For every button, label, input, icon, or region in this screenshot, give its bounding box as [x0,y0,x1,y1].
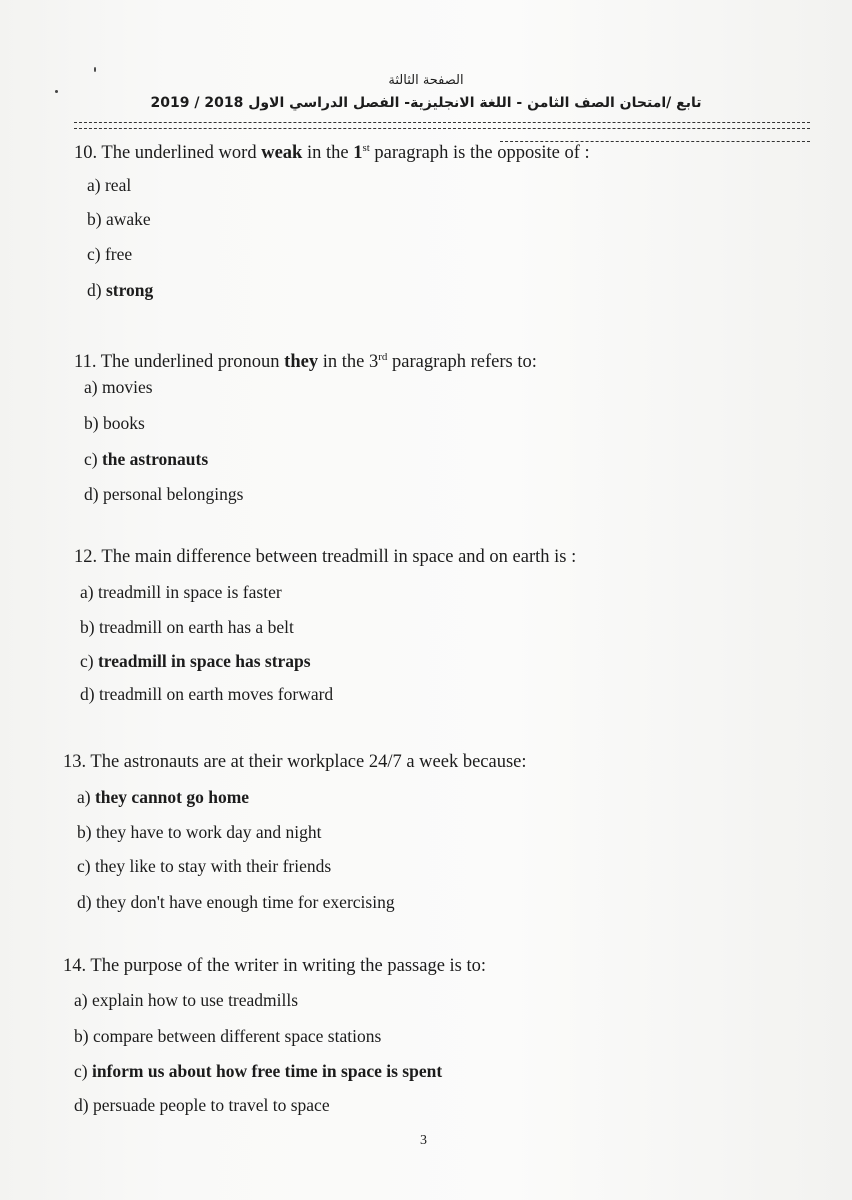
question-12 [74,547,576,568]
exam-title-arabic: تابع /امتحان الصف الثامن - اللغة الانجليزية- الفصل الدراسي الاول 2018 / 2019 [150,95,702,111]
question-text: The astronauts are at their workplace 24/7 a week because: [90,752,527,772]
question-text: in the 3 [322,352,379,373]
question-ordinal: 1 [353,143,363,164]
option-letter: d) [74,1095,89,1115]
page-label-arabic: الصفحة الثالثة [388,73,464,88]
option-text: awake [105,209,151,229]
option-letter: d) [80,684,95,704]
option-12-d [80,684,333,705]
question-number: 11. [74,352,97,373]
option-13-b [77,822,321,843]
option-letter: b) [80,617,95,637]
question-keyword: they [284,352,319,373]
option-letter: a) [84,377,98,397]
option-text: movies [101,377,153,397]
question-14 [63,956,486,977]
ordinal-suffix: rd [378,351,388,363]
option-14-b [74,1026,381,1047]
option-letter: c) [74,1061,88,1081]
option-12-b [80,617,294,638]
option-letter: a) [87,175,101,195]
option-letter: c) [87,244,101,264]
question-text: The purpose of the writer in writing the passage is to: [90,956,487,976]
option-text: they have to work day and night [95,822,322,842]
stray-mark [94,67,96,72]
question-number: 12. [74,547,98,567]
option-text: the astronauts [101,449,209,469]
option-letter: b) [87,209,102,229]
option-text: personal belongings [102,484,244,504]
question-number: 13. [63,752,87,772]
option-letter: d) [84,484,99,504]
option-13-c [77,856,331,877]
option-letter: a) [74,990,88,1010]
separator-line [74,128,810,129]
question-number: 14. [63,956,87,976]
question-11 [74,351,537,373]
option-11-a [84,377,153,398]
option-text: compare between different space stations [92,1026,382,1046]
question-13 [63,752,527,773]
option-text: treadmill on earth moves forward [98,684,334,704]
option-10-d-correct [87,280,153,301]
option-text: treadmill in space is faster [97,582,282,602]
option-text: strong [105,280,154,300]
option-text: they don't have enough time for exercising [95,892,395,912]
option-13-d [77,892,395,913]
option-text: inform us about how free time in space is spent [91,1061,443,1081]
option-text: persuade people to travel to space [92,1095,330,1115]
option-letter: c) [84,449,98,469]
option-text: books [102,413,145,433]
question-text: in the [306,143,349,164]
option-14-c-correct [74,1061,442,1082]
option-letter: d) [87,280,102,300]
option-10-c [87,244,132,265]
question-text: The main difference between treadmill in space and on earth is : [101,547,577,567]
stray-mark [55,90,58,93]
option-11-d [84,484,243,505]
option-11-c-correct [84,449,208,470]
option-12-a [80,582,282,603]
option-letter: c) [77,856,91,876]
option-11-b [84,413,145,434]
option-letter: a) [77,787,91,807]
option-12-c-correct [80,651,311,672]
option-text: they cannot go home [94,787,250,807]
option-14-a [74,990,298,1011]
question-text: paragraph is the opposite of : [374,143,590,164]
option-text: they like to stay with their friends [94,856,332,876]
question-10 [74,142,590,164]
option-10-a [87,175,131,196]
question-text: The underlined word [101,143,257,164]
question-keyword: weak [261,143,303,164]
question-text: paragraph refers to: [392,352,537,373]
option-text: real [104,175,132,195]
option-10-b [87,209,151,230]
option-text: treadmill in space has straps [97,651,311,671]
ordinal-suffix: st [362,142,370,154]
option-13-a-correct [77,787,249,808]
option-14-d [74,1095,330,1116]
option-letter: b) [74,1026,89,1046]
option-letter: b) [84,413,99,433]
option-letter: a) [80,582,94,602]
question-number: 10. [74,143,98,164]
option-text: free [104,244,133,264]
option-letter: b) [77,822,92,842]
option-letter: d) [77,892,92,912]
separator-line [74,122,810,123]
option-text: explain how to use treadmills [91,990,299,1010]
page-number: 3 [420,1133,427,1148]
question-text: The underlined pronoun [100,352,280,373]
option-letter: c) [80,651,94,671]
option-text: treadmill on earth has a belt [98,617,294,637]
